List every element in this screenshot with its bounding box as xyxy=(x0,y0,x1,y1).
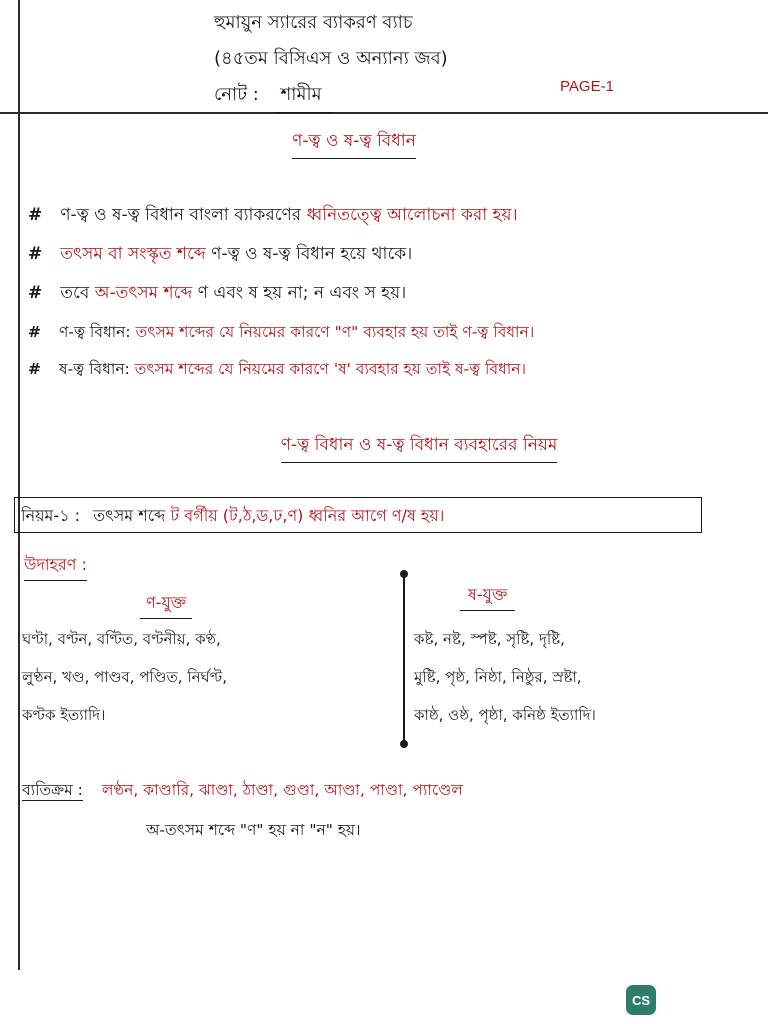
bullet-5 xyxy=(28,358,526,380)
divider-top-dot xyxy=(400,570,408,578)
bullet-2-red: তৎসম বা সংস্কৃত শব্দে xyxy=(60,244,206,264)
hash-icon: # xyxy=(28,283,43,303)
bullet-2 xyxy=(28,243,412,265)
rule-1-text: তৎসম শব্দে xyxy=(93,506,166,525)
header-rule xyxy=(0,112,768,114)
bullet-3-text2: ণ এবং ষ হয় না; ন এবং স হয়। xyxy=(197,283,407,303)
sh-line-1: কষ্ট, নষ্ট, স্পষ্ট, সৃষ্টি, দৃষ্টি, xyxy=(414,630,565,648)
n-line-3: কণ্টক ইত্যাদি। xyxy=(22,706,106,724)
bullet-4 xyxy=(28,321,534,343)
hash-icon: # xyxy=(28,323,41,341)
section-title: ণ-ত্ব ও ষ-ত্ব বিধান xyxy=(292,128,416,159)
rules-title: ণ-ত্ব বিধান ও ষ-ত্ব বিধান ব্যবহারের নিয়ম xyxy=(281,432,558,463)
rule-1-label: নিয়ম-১ : xyxy=(21,506,81,525)
n-column-heading: ণ-যুক্ত xyxy=(140,590,192,619)
header-line2: (৪৫তম বিসিএস ও অন্যান্য জব) xyxy=(214,48,448,69)
exception-row xyxy=(22,778,463,804)
hash-icon: # xyxy=(28,360,41,378)
exception-label: ব্যতিক্রম : xyxy=(22,781,83,799)
sh-column-heading: ষ-যুক্ত xyxy=(460,582,515,611)
bullet-3-text: তবে xyxy=(60,283,90,303)
camscanner-logo: CS xyxy=(626,985,656,1015)
exception-words: লণ্ঠন, কাণ্ডারি, ঝাণ্ডা, ঠাণ্ডা, গুণ্ডা, আণ্ডা, পাণ্ডা, প্যাণ্ডেল xyxy=(101,781,463,799)
bullet-3-red: অ-তৎসম শব্দে xyxy=(94,283,193,303)
bullet-4-red: তৎসম শব্দের যে নিয়মের কারণে "ণ" ব্যবহার হয় তাই ণ-ত্ব বিধান। xyxy=(135,323,535,341)
hash-icon: # xyxy=(28,205,43,225)
header-line1: হুমায়ুন স্যারের ব্যাকরণ ব্যাচ xyxy=(214,12,413,33)
rules-title-wrap xyxy=(0,432,768,463)
sh-line-3: কাষ্ঠ, ওষ্ঠ, পৃষ্ঠা, কনিষ্ঠ ইত্যাদি। xyxy=(414,706,596,724)
rule-1-box xyxy=(14,497,702,533)
rule-1-red: ট বর্গীয় (ট,ঠ,ড,ঢ,ণ) ধ্বনির আগে ণ/ষ হয়। xyxy=(170,506,445,525)
page-label: PAGE-1 xyxy=(560,78,614,95)
n-line-2: লুণ্ঠন, খণ্ড, পাণ্ডব, পণ্ডিত, নির্ঘণ্ট, xyxy=(22,668,228,686)
bullet-5-text: ষ-ত্ব বিধান: xyxy=(59,360,130,378)
sh-column xyxy=(414,620,764,734)
note-label: নোট : xyxy=(214,84,259,105)
bullet-3 xyxy=(28,282,406,304)
n-line-1: ঘণ্টা, বণ্টন, বণ্টিত, বণ্টনীয়, কণ্ঠ, xyxy=(22,630,221,648)
exception-note: অ-তৎসম শব্দে "ণ" হয় না "ন" হয়। xyxy=(146,821,361,839)
hash-icon: # xyxy=(28,244,43,264)
bullet-5-red: তৎসম শব্দের যে নিয়মের কারণে 'ষ' ব্যবহার হয় তাই ষ-ত্ব বিধান। xyxy=(134,360,527,378)
examples-label: উদাহরণ : xyxy=(24,552,87,581)
column-divider xyxy=(403,574,405,746)
sh-line-2: মুষ্টি, পৃষ্ঠ, নিষ্ঠা, নিষ্ঠুর, স্রষ্টা, xyxy=(414,668,582,686)
note-name: শামীম xyxy=(277,80,334,113)
bullet-1-text: ণ-ত্ব ও ষ-ত্ব বিধান বাংলা ব্যাকরণের xyxy=(60,205,302,225)
note-row xyxy=(214,80,334,113)
divider-bottom-dot xyxy=(400,740,408,748)
bullet-2-text: ণ-ত্ব ও ষ-ত্ব বিধান হয়ে থাকে। xyxy=(211,244,413,264)
section-title-wrap xyxy=(0,128,768,159)
n-column xyxy=(22,620,398,734)
bullet-1 xyxy=(28,204,518,226)
bullet-1-red: ধ্বনিতত্ত্বে আলোচনা করা হয়। xyxy=(306,205,518,225)
bullet-4-text: ণ-ত্ব বিধান: xyxy=(59,323,131,341)
